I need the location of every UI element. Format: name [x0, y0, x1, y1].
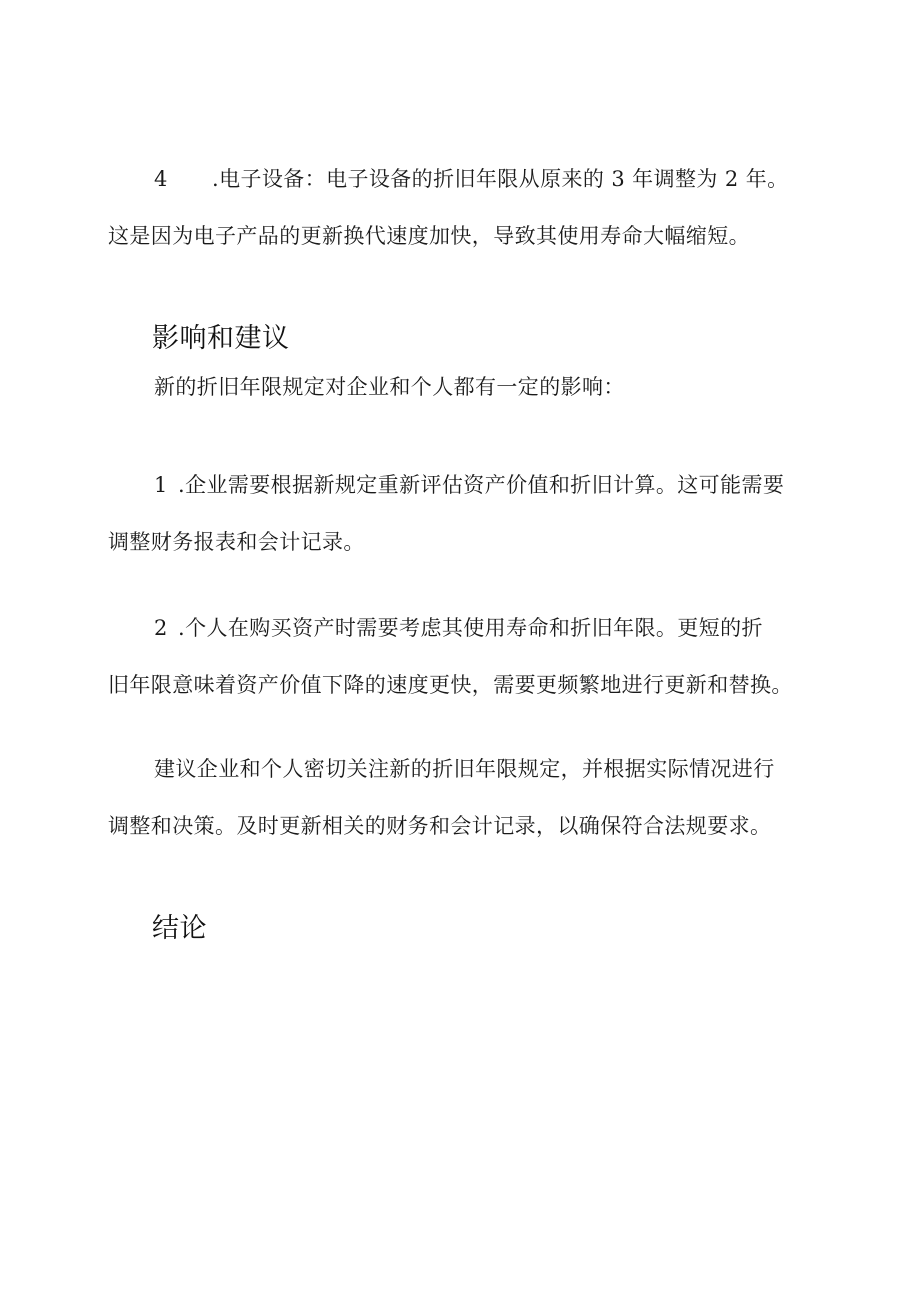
- paragraph-line: 旧年限意味着资产价值下降的速度更快，需要更频繁地进行更新和替换。: [108, 673, 793, 697]
- paragraph-line: 建议企业和个人密切关注新的折旧年限规定，并根据实际情况进行: [154, 757, 775, 781]
- list-item-enterprise: [108, 457, 828, 571]
- paragraph-line: 新的折旧年限规定对企业和个人都有一定的影响：: [154, 375, 625, 399]
- list-item-individual: [108, 600, 828, 714]
- paragraph-line: 调整财务报表和会计记录。: [108, 530, 365, 554]
- paragraph-line: [108, 457, 828, 514]
- intro-paragraph: [108, 359, 828, 416]
- list-number: 4: [154, 167, 168, 191]
- advice-paragraph: [108, 741, 828, 855]
- paragraph-line: [108, 151, 828, 208]
- paragraph-line: 这是因为电子产品的更新换代速度加快，导致其使用寿命大幅缩短。: [108, 224, 750, 248]
- section-heading-impact: 影响和建议: [152, 323, 290, 354]
- list-item-text: .企业需要根据新规定重新评估资产价值和折旧计算。这可能需要: [178, 473, 785, 497]
- section-heading-conclusion: 结论: [152, 913, 207, 944]
- list-item-electronic-equipment: [108, 151, 828, 265]
- list-item-text: .电子设备：电子设备的折旧年限从原来的 3 年调整为 2 年。: [212, 167, 789, 191]
- list-number: 2: [154, 616, 168, 640]
- paragraph-line: [108, 600, 828, 657]
- paragraph-line: 调整和决策。及时更新相关的财务和会计记录，以确保符合法规要求。: [108, 814, 772, 838]
- list-item-text: .个人在购买资产时需要考虑其使用寿命和折旧年限。更短的折: [178, 616, 763, 640]
- list-number: 1: [154, 473, 168, 497]
